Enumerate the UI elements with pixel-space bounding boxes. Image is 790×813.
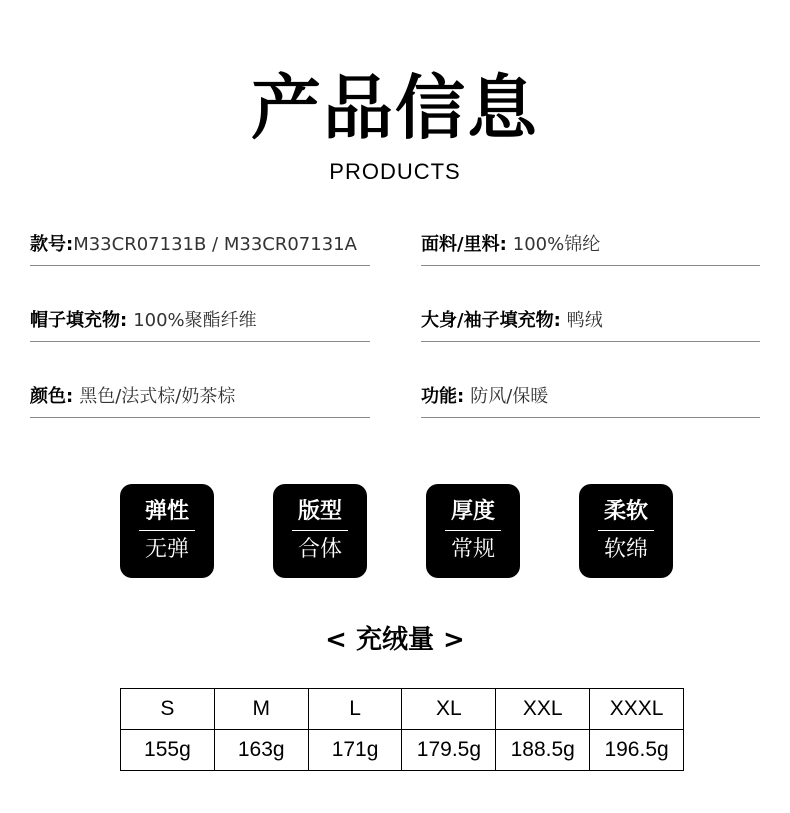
size-cell: M (214, 689, 308, 730)
page-subtitle: PRODUCTS (329, 159, 461, 184)
size-cell: L (308, 689, 402, 730)
weight-cell: 155g (121, 730, 215, 771)
badge-divider (292, 530, 348, 531)
size-cell: XL (402, 689, 496, 730)
fill-weight-table (120, 688, 684, 771)
weight-cell: 188.5g (496, 730, 590, 771)
badge-fit (273, 484, 367, 578)
info-body-filling (421, 301, 760, 342)
info-value: M33CR07131B / M33CR07131A (73, 234, 357, 255)
page-title: 产品信息 (251, 67, 539, 149)
weight-cell: 171g (308, 730, 402, 771)
badge-title: 柔软 (603, 499, 648, 524)
weight-cell: 196.5g (590, 730, 684, 771)
badge-divider (598, 530, 654, 531)
info-color (30, 377, 370, 418)
size-row (121, 689, 684, 730)
info-value: 鸭绒 (566, 310, 603, 331)
info-label: 大身/袖子填充物: (421, 310, 561, 331)
info-label: 功能: (421, 386, 465, 407)
weight-row (121, 730, 684, 771)
badge-value: 软绵 (603, 537, 648, 562)
info-value: 黑色/法式棕/奶茶棕 (79, 386, 236, 407)
badge-softness (579, 484, 673, 578)
weight-cell: 179.5g (402, 730, 496, 771)
fill-weight-title: < 充绒量 > (325, 625, 465, 655)
info-label: 面料/里料: (421, 234, 507, 255)
badge-title: 厚度 (450, 499, 495, 524)
info-value: 100%聚酯纤维 (133, 310, 257, 331)
info-label: 款号: (30, 234, 74, 255)
info-style-no (30, 225, 370, 266)
badge-value: 无弹 (144, 537, 189, 562)
badge-divider (139, 530, 195, 531)
badge-value: 常规 (450, 537, 495, 562)
size-cell: XXXL (590, 689, 684, 730)
badge-value: 合体 (297, 537, 342, 562)
info-value: 防风/保暖 (470, 386, 549, 407)
info-hood-filling (30, 301, 370, 342)
size-cell: XXL (496, 689, 590, 730)
badge-title: 弹性 (144, 499, 189, 524)
info-label: 帽子填充物: (30, 310, 128, 331)
info-function (421, 377, 760, 418)
info-value: 100%锦纶 (512, 234, 601, 255)
badge-divider (445, 530, 501, 531)
info-label: 颜色: (30, 386, 74, 407)
badge-elasticity (120, 484, 214, 578)
info-fabric (421, 225, 760, 266)
badge-thickness (426, 484, 520, 578)
size-cell: S (121, 689, 215, 730)
badge-title: 版型 (297, 499, 342, 524)
weight-cell: 163g (214, 730, 308, 771)
